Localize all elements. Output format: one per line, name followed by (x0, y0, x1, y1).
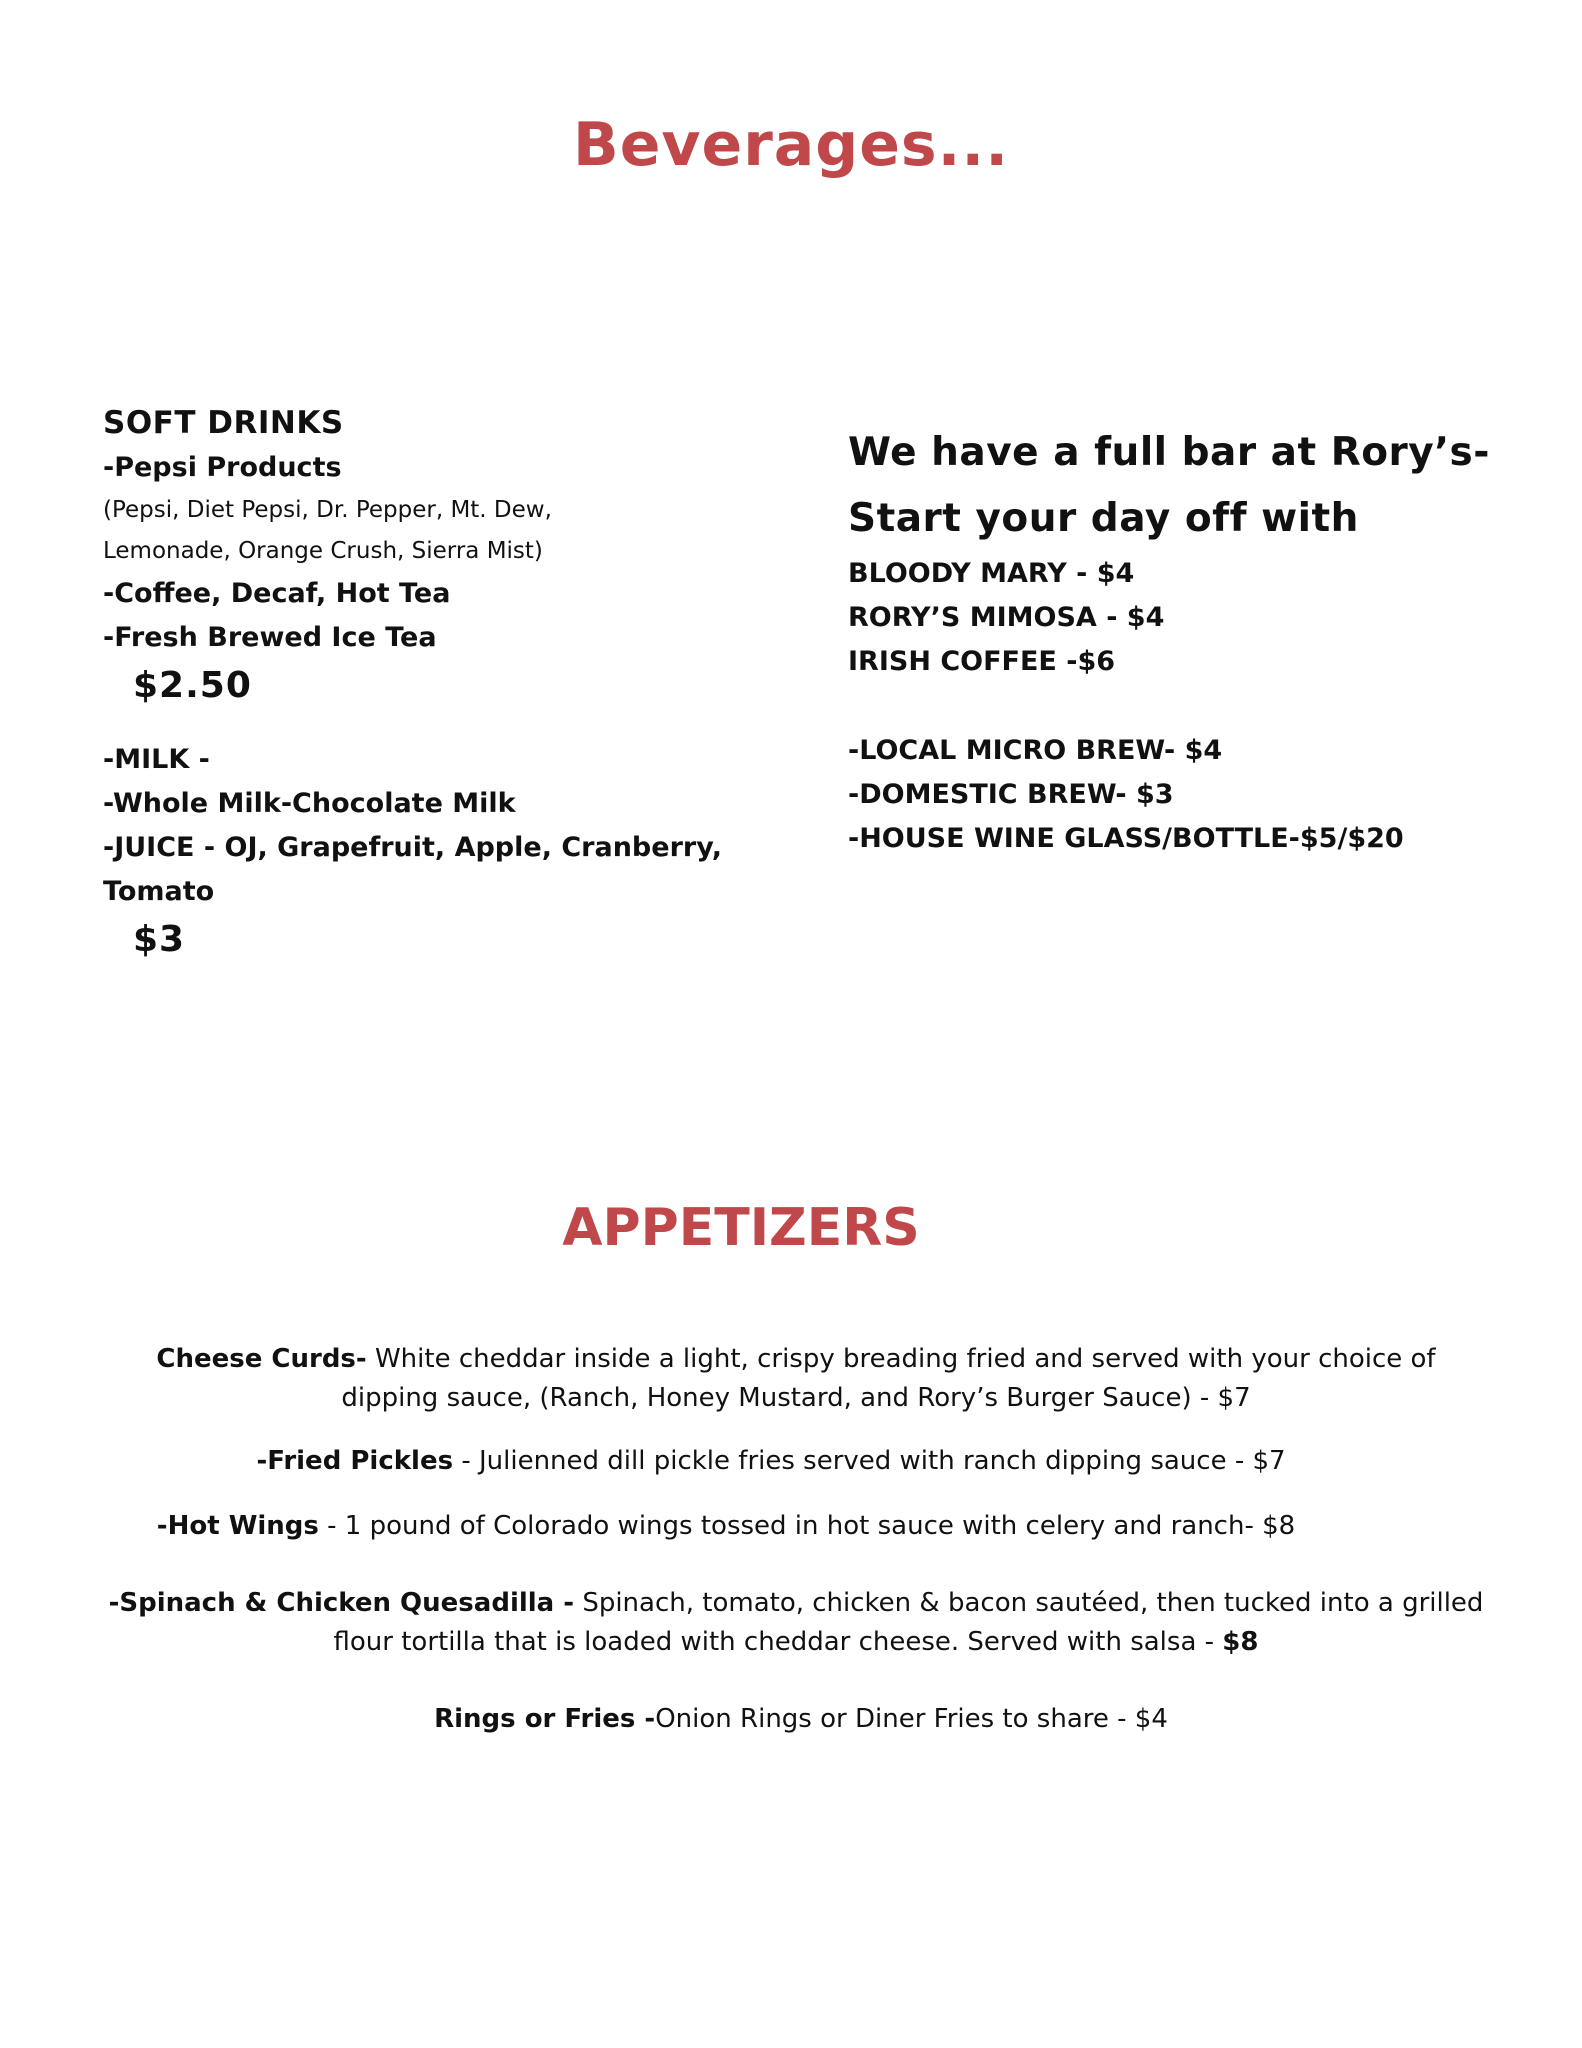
quesadilla-line-2 (10, 1623, 1582, 1662)
rings-fries-name: Rings or Fries - (434, 1704, 656, 1734)
appetizer-hot-wings (0, 1507, 1582, 1546)
bar-item-house-wine: -HOUSE WINE GLASS/BOTTLE-$5/$20 (848, 823, 1404, 854)
cheese-curds-desc-2: dipping sauce, (Ranch, Honey Mustard, and Rory’s Burger Sauce) - $7 (341, 1383, 1251, 1413)
fried-pickles-desc: - Julienned dill pickle fries served with ranch dipping sauce - $7 (453, 1446, 1286, 1476)
quesadilla-price: $8 (1222, 1627, 1259, 1657)
cheese-curds-name: Cheese Curds- (156, 1344, 367, 1374)
quesadilla-name: -Spinach & Chicken Quesadilla - (108, 1588, 575, 1618)
pepsi-list-line-2: Lemonade, Orange Crush, Sierra Mist) (103, 538, 543, 564)
pepsi-products-item: -Pepsi Products (103, 452, 342, 483)
milk-juice-price: $3 (133, 919, 186, 960)
quesadilla-desc-2: flour tortilla that is loaded with cheddar cheese. Served with salsa - (333, 1627, 1223, 1657)
milk-heading: -MILK - (103, 744, 210, 775)
bar-intro-line-2: Start your day off with (848, 496, 1359, 541)
pepsi-list-line-1: (Pepsi, Diet Pepsi, Dr. Pepper, Mt. Dew, (103, 497, 552, 523)
soft-drinks-heading: SOFT DRINKS (103, 405, 344, 441)
juice-item-line-1: -JUICE - OJ, Grapefruit, Apple, Cranberry, (103, 832, 722, 863)
appetizers-list (0, 1340, 1582, 1739)
appetizer-cheese-curds (10, 1340, 1582, 1418)
appetizer-rings-fries (20, 1700, 1582, 1739)
fried-pickles-name: -Fried Pickles (256, 1446, 454, 1476)
bar-item-irish-coffee: IRISH COFFEE -$6 (848, 646, 1116, 677)
cheese-curds-line-1 (10, 1340, 1582, 1379)
hot-wings-name: -Hot Wings (156, 1511, 319, 1541)
appetizers-title: APPETIZERS (562, 1198, 920, 1258)
rings-fries-desc: Onion Rings or Diner Fries to share - $4 (655, 1704, 1168, 1734)
bar-column (848, 420, 1488, 861)
coffee-item: -Coffee, Decaf, Hot Tea (103, 578, 451, 609)
spacer (103, 712, 743, 738)
appetizer-fried-pickles (0, 1442, 1582, 1481)
bar-item-domestic-brew: -DOMESTIC BREW- $3 (848, 779, 1174, 810)
beverages-title: Beverages... (572, 110, 1010, 180)
bar-item-mimosa: RORY’S MIMOSA - $4 (848, 602, 1165, 633)
spacer (848, 684, 1488, 729)
hot-wings-desc: - 1 pound of Colorado wings tossed in hot sauce with celery and ranch- $8 (318, 1511, 1296, 1541)
soft-drinks-price: $2.50 (133, 665, 252, 706)
bar-item-bloody-mary: BLOODY MARY - $4 (848, 558, 1135, 589)
ice-tea-item: -Fresh Brewed Ice Tea (103, 622, 437, 653)
bar-intro-line-1: We have a full bar at Rory’s- (848, 430, 1490, 475)
whole-milk-item: -Whole Milk-Chocolate Milk (103, 788, 516, 819)
quesadilla-desc-1: Spinach, tomato, chicken & bacon sautéed, then tucked into a grilled (574, 1588, 1484, 1618)
juice-item-line-2: Tomato (103, 876, 215, 907)
quesadilla-line-1 (10, 1584, 1582, 1623)
bar-item-micro-brew: -LOCAL MICRO BREW- $4 (848, 735, 1223, 766)
cheese-curds-desc-1: White cheddar inside a light, crispy breading fried and served with your choice of (366, 1344, 1436, 1374)
soft-drinks-column (103, 400, 743, 966)
appetizer-quesadilla (10, 1584, 1582, 1662)
